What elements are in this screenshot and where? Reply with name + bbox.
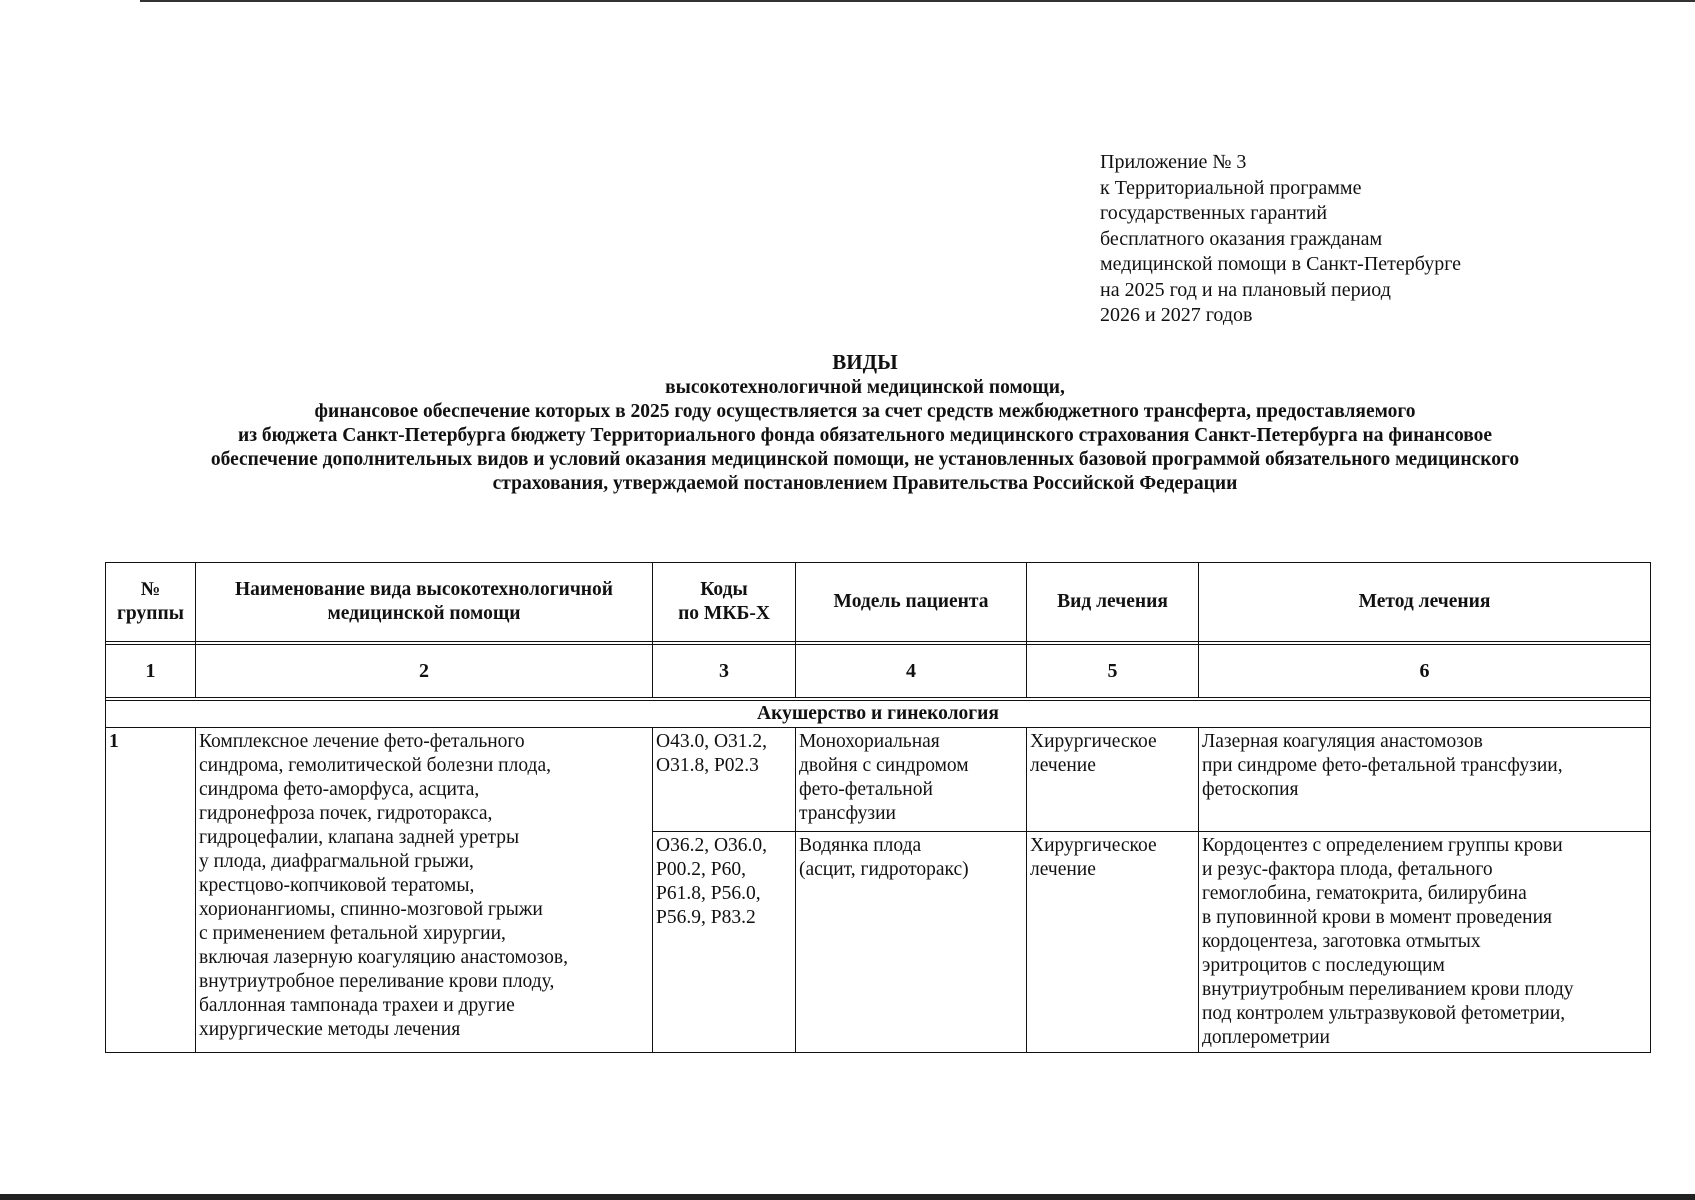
column-number: 1: [106, 645, 196, 698]
patient-model-cell: Водянка плода (асцит, гидроторакс): [796, 832, 1027, 1053]
header-group-number: № группы: [106, 563, 196, 642]
appendix-line: бесплатного оказания гражданам: [1100, 227, 1383, 250]
header-icd-codes: Коды по МКБ-Х: [653, 563, 796, 642]
title-line: страхования, утверждаемой постановлением Правительства Российской Федерации: [492, 473, 1238, 494]
column-number-row: [106, 645, 1651, 698]
header-patient-model: Модель пациента: [796, 563, 1027, 642]
document-title: [40, 350, 1690, 496]
column-number: 3: [653, 645, 796, 698]
appendix-line: государственных гарантий: [1100, 202, 1328, 224]
scan-edge-top: [140, 0, 1695, 2]
title-line: финансовое обеспечение которых в 2025 году осуществляется за счет средств межбюджетного трансферта, предоставляемого: [314, 401, 1416, 422]
column-number: 2: [196, 645, 653, 698]
treatment-type-cell: Хирургическое лечение: [1027, 728, 1199, 832]
appendix-line: Приложение № 3: [1100, 151, 1247, 173]
icd-codes-cell: O36.2, O36.0, P00.2, P60, P61.8, P56.0, P56.9, P83.2: [653, 832, 796, 1053]
patient-model-cell: Монохориальная двойня с синдромом фето-фетальной трансфузии: [796, 728, 1027, 832]
appendix-note: [1100, 150, 1660, 329]
scan-edge-bottom: [0, 1194, 1695, 1200]
icd-codes-cell: O43.0, O31.2, O31.8, P02.3: [653, 728, 796, 832]
treatment-type-cell: Хирургическое лечение: [1027, 832, 1199, 1053]
appendix-line: 2026 и 2027 годов: [1100, 304, 1253, 326]
title-main: ВИДЫ: [832, 350, 898, 374]
column-number: 4: [796, 645, 1027, 698]
treatment-method-cell: Лазерная коагуляция анастомозов при синдроме фето-фетальной трансфузии, фетоскопия: [1199, 728, 1651, 832]
column-number: 6: [1199, 645, 1651, 698]
section-row: [106, 701, 1651, 728]
section-title: Акушерство и гинекология: [106, 701, 1651, 728]
table-header-row: [106, 563, 1651, 642]
title-line: высокотехнологичной медицинской помощи,: [665, 377, 1065, 398]
header-treatment-method: Метод лечения: [1199, 563, 1651, 642]
hmp-table: [105, 562, 1651, 1053]
care-name-cell: Комплексное лечение фето-фетального синдрома, гемолитической болезни плода, синдрома фето-аморфуса, асцита, гидронефроза почек, гидроторакса, гидроцефалии, клапана задней уретры у плода, диафрагмальной грыжи, крестцово-копчиковой тератомы, хорионангиомы, спинно-мозговой грыжи с применением фетальной хирургии, включая лазерную коагуляцию анастомозов, внутриутробное переливание крови плоду, баллонная тампонада трахеи и другие хирургические методы лечения: [196, 728, 653, 1053]
title-line: из бюджета Санкт-Петербурга бюджету Территориального фонда обязательного медицинского страхования Санкт-Петербурга на финансовое: [237, 425, 1493, 446]
treatment-method-cell: Кордоцентез с определением группы крови и резус-фактора плода, фетального гемоглобина, гематокрита, билирубина в пуповинной крови в момент проведения кордоцентеза, заготовка отмытых эритроцитов с последующим внутриутробным переливанием крови плоду под контролем ультразвуковой фетометрии, доплерометрии: [1199, 832, 1651, 1053]
column-number: 5: [1027, 645, 1199, 698]
header-care-name: Наименование вида высокотехнологичной медицинской помощи: [196, 563, 653, 642]
table-row: [106, 728, 1651, 832]
header-treatment-type: Вид лечения: [1027, 563, 1199, 642]
appendix-line: к Территориальной программе: [1100, 176, 1362, 199]
appendix-line: на 2025 год и на плановый период: [1100, 278, 1391, 301]
title-line: обеспечение дополнительных видов и условий оказания медицинской помощи, не установленных базовой программой обязательного медицинского: [210, 449, 1520, 470]
group-number-cell: 1: [106, 728, 196, 1053]
appendix-line: медицинской помощи в Санкт-Петербурге: [1100, 253, 1462, 275]
